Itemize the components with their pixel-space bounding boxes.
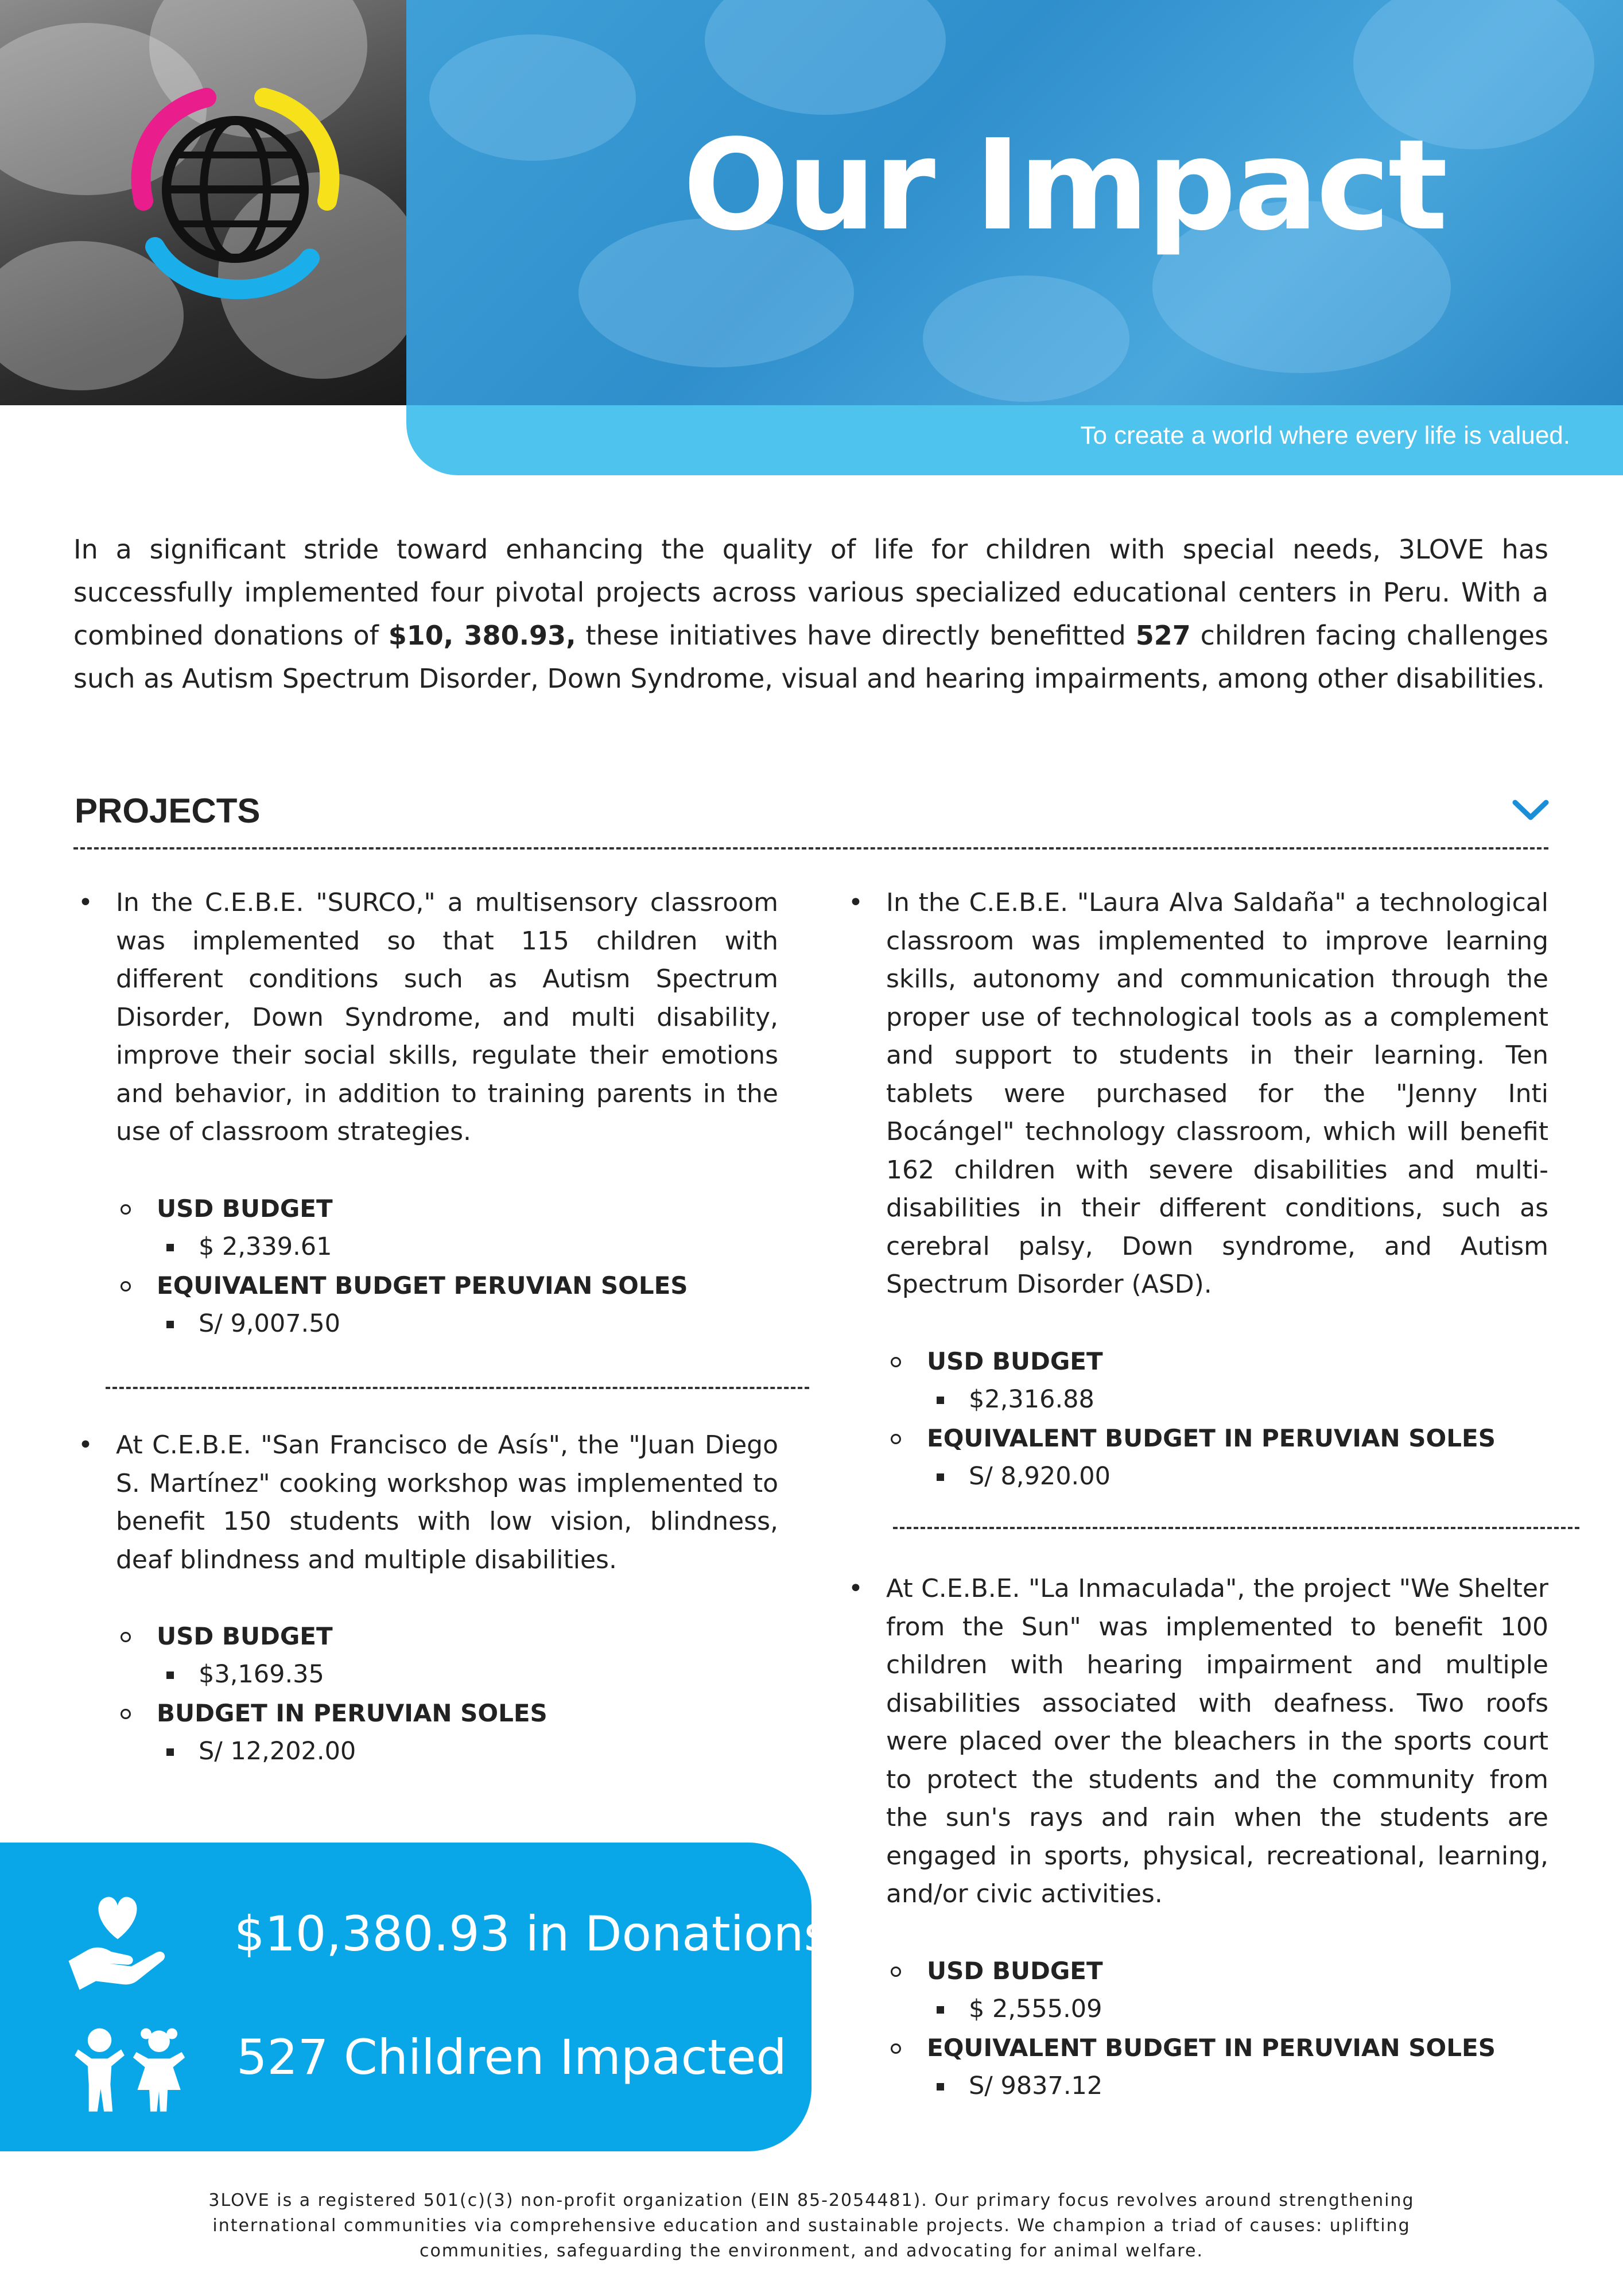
logo-icon — [121, 75, 350, 316]
children-total: 527 — [1135, 620, 1191, 651]
usd-budget-label: USD BUDGET — [845, 1952, 1548, 1990]
donations-total: $10, 380.93, — [388, 620, 576, 651]
project-description: • At C.E.B.E. "La Inmaculada", the project "We Shelter from the Sun" was implemented to benefit 100 children with hearing impairment and multiple disabilities associated with deafness. Two roofs were placed over the bleachers in the sports court to protect the students and the community from the sun's rays and rain when the students are engaged in sports, physical, recreational, learning, and/or civic activities. — [845, 1570, 1548, 1914]
project-divider — [106, 1387, 809, 1389]
pen-budget-label: BUDGET IN PERUVIAN SOLES — [75, 1694, 778, 1732]
pen-budget-label: EQUIVALENT BUDGET IN PERUVIAN SOLES — [845, 2029, 1548, 2067]
children-stat: 527 Children Impacted — [236, 2029, 787, 2085]
pen-budget-label: EQUIVALENT BUDGET PERUVIAN SOLES — [75, 1266, 778, 1305]
project-description: • In the C.E.B.E. "Laura Alva Saldaña" a technological classroom was implemented to improve learning skills, autonomy and communication through the proper use of technological tools as a complement and support to students in their learning. Ten tablets were purchased for the "Jenny Inti Bocángel" technology classroom, which will benefit 162 children with severe disabilities and multi-disabilities in their different conditions, such as cerebral palsy, Down syndrome, and Autism Spectrum Disorder (ASD). — [845, 884, 1548, 1304]
projects-heading: PROJECTS — [75, 792, 261, 830]
footer-disclaimer: 3LOVE is a registered 501(c)(3) non-profit organization (EIN 85-2054481). Our primary focus revolves around strengthening international communities via comprehensive education and sustainable projects. We champion a triad of causes: uplifting communities, safeguarding the environment, and advocating for animal welfare. — [208, 2190, 1415, 2261]
pen-budget-value: S/ 8,920.00 — [845, 1457, 1548, 1496]
tagline: To create a world where every life is valued. — [1080, 421, 1570, 449]
usd-budget-label: USD BUDGET — [75, 1189, 778, 1228]
project-divider — [893, 1527, 1579, 1529]
usd-budget-value: $3,169.35 — [75, 1655, 778, 1694]
impact-stats-box — [0, 1843, 829, 2151]
pen-budget-value: S/ 12,202.00 — [75, 1732, 778, 1771]
tagline-bar — [406, 405, 1623, 475]
header-photo-hands — [0, 0, 406, 405]
intro-paragraph: In a significant stride toward enhancing the quality of life for children with special needs, 3LOVE has successfully implemented four pivotal projects across various specialized educational centers in Peru. With a combined donations of $10, 380.93, these initiatives have directly benefitted 527 children facing challenges such as Autism Spectrum Disorder, Down Syndrome, visual and hearing impairments, among other disabilities. — [73, 534, 1548, 694]
donations-stat: $10,380.93 in Donations — [234, 1906, 829, 1962]
children-icon — [66, 2025, 198, 2117]
project-description: • In the C.E.B.E. "SURCO," a multisensory classroom was implemented so that 115 children with different conditions such as Autism Spectrum Disorder, Down Syndrome, and multi disability, improve their social skills, regulate their emotions and behavior, in addition to training parents in the use of classroom strategies. — [75, 884, 778, 1151]
projects-divider — [73, 847, 1548, 850]
pen-budget-label: EQUIVALENT BUDGET IN PERUVIAN SOLES — [845, 1419, 1548, 1457]
usd-budget-value: $2,316.88 — [845, 1380, 1548, 1419]
usd-budget-label: USD BUDGET — [75, 1617, 778, 1655]
pen-budget-value: S/ 9837.12 — [845, 2067, 1548, 2105]
project-surco — [75, 884, 778, 1343]
page-title: Our Impact — [683, 113, 1446, 258]
usd-budget-value: $ 2,555.09 — [845, 1990, 1548, 2029]
project-la-inmaculada — [845, 1570, 1548, 2105]
pen-budget-value: S/ 9,007.50 — [75, 1305, 778, 1343]
project-description: • At C.E.B.E. "San Francisco de Asís", the "Juan Diego S. Martínez" cooking workshop was implemented to benefit 150 students with low vision, blindness, deaf blindness and multiple disabilities. — [75, 1426, 778, 1579]
heart-in-hand-icon — [63, 1887, 172, 1996]
project-laura-alva — [845, 884, 1548, 1496]
usd-budget-value: $ 2,339.61 — [75, 1228, 778, 1266]
chevron-down-icon[interactable] — [1511, 796, 1551, 824]
project-san-francisco — [75, 1426, 778, 1771]
usd-budget-label: USD BUDGET — [845, 1342, 1548, 1380]
